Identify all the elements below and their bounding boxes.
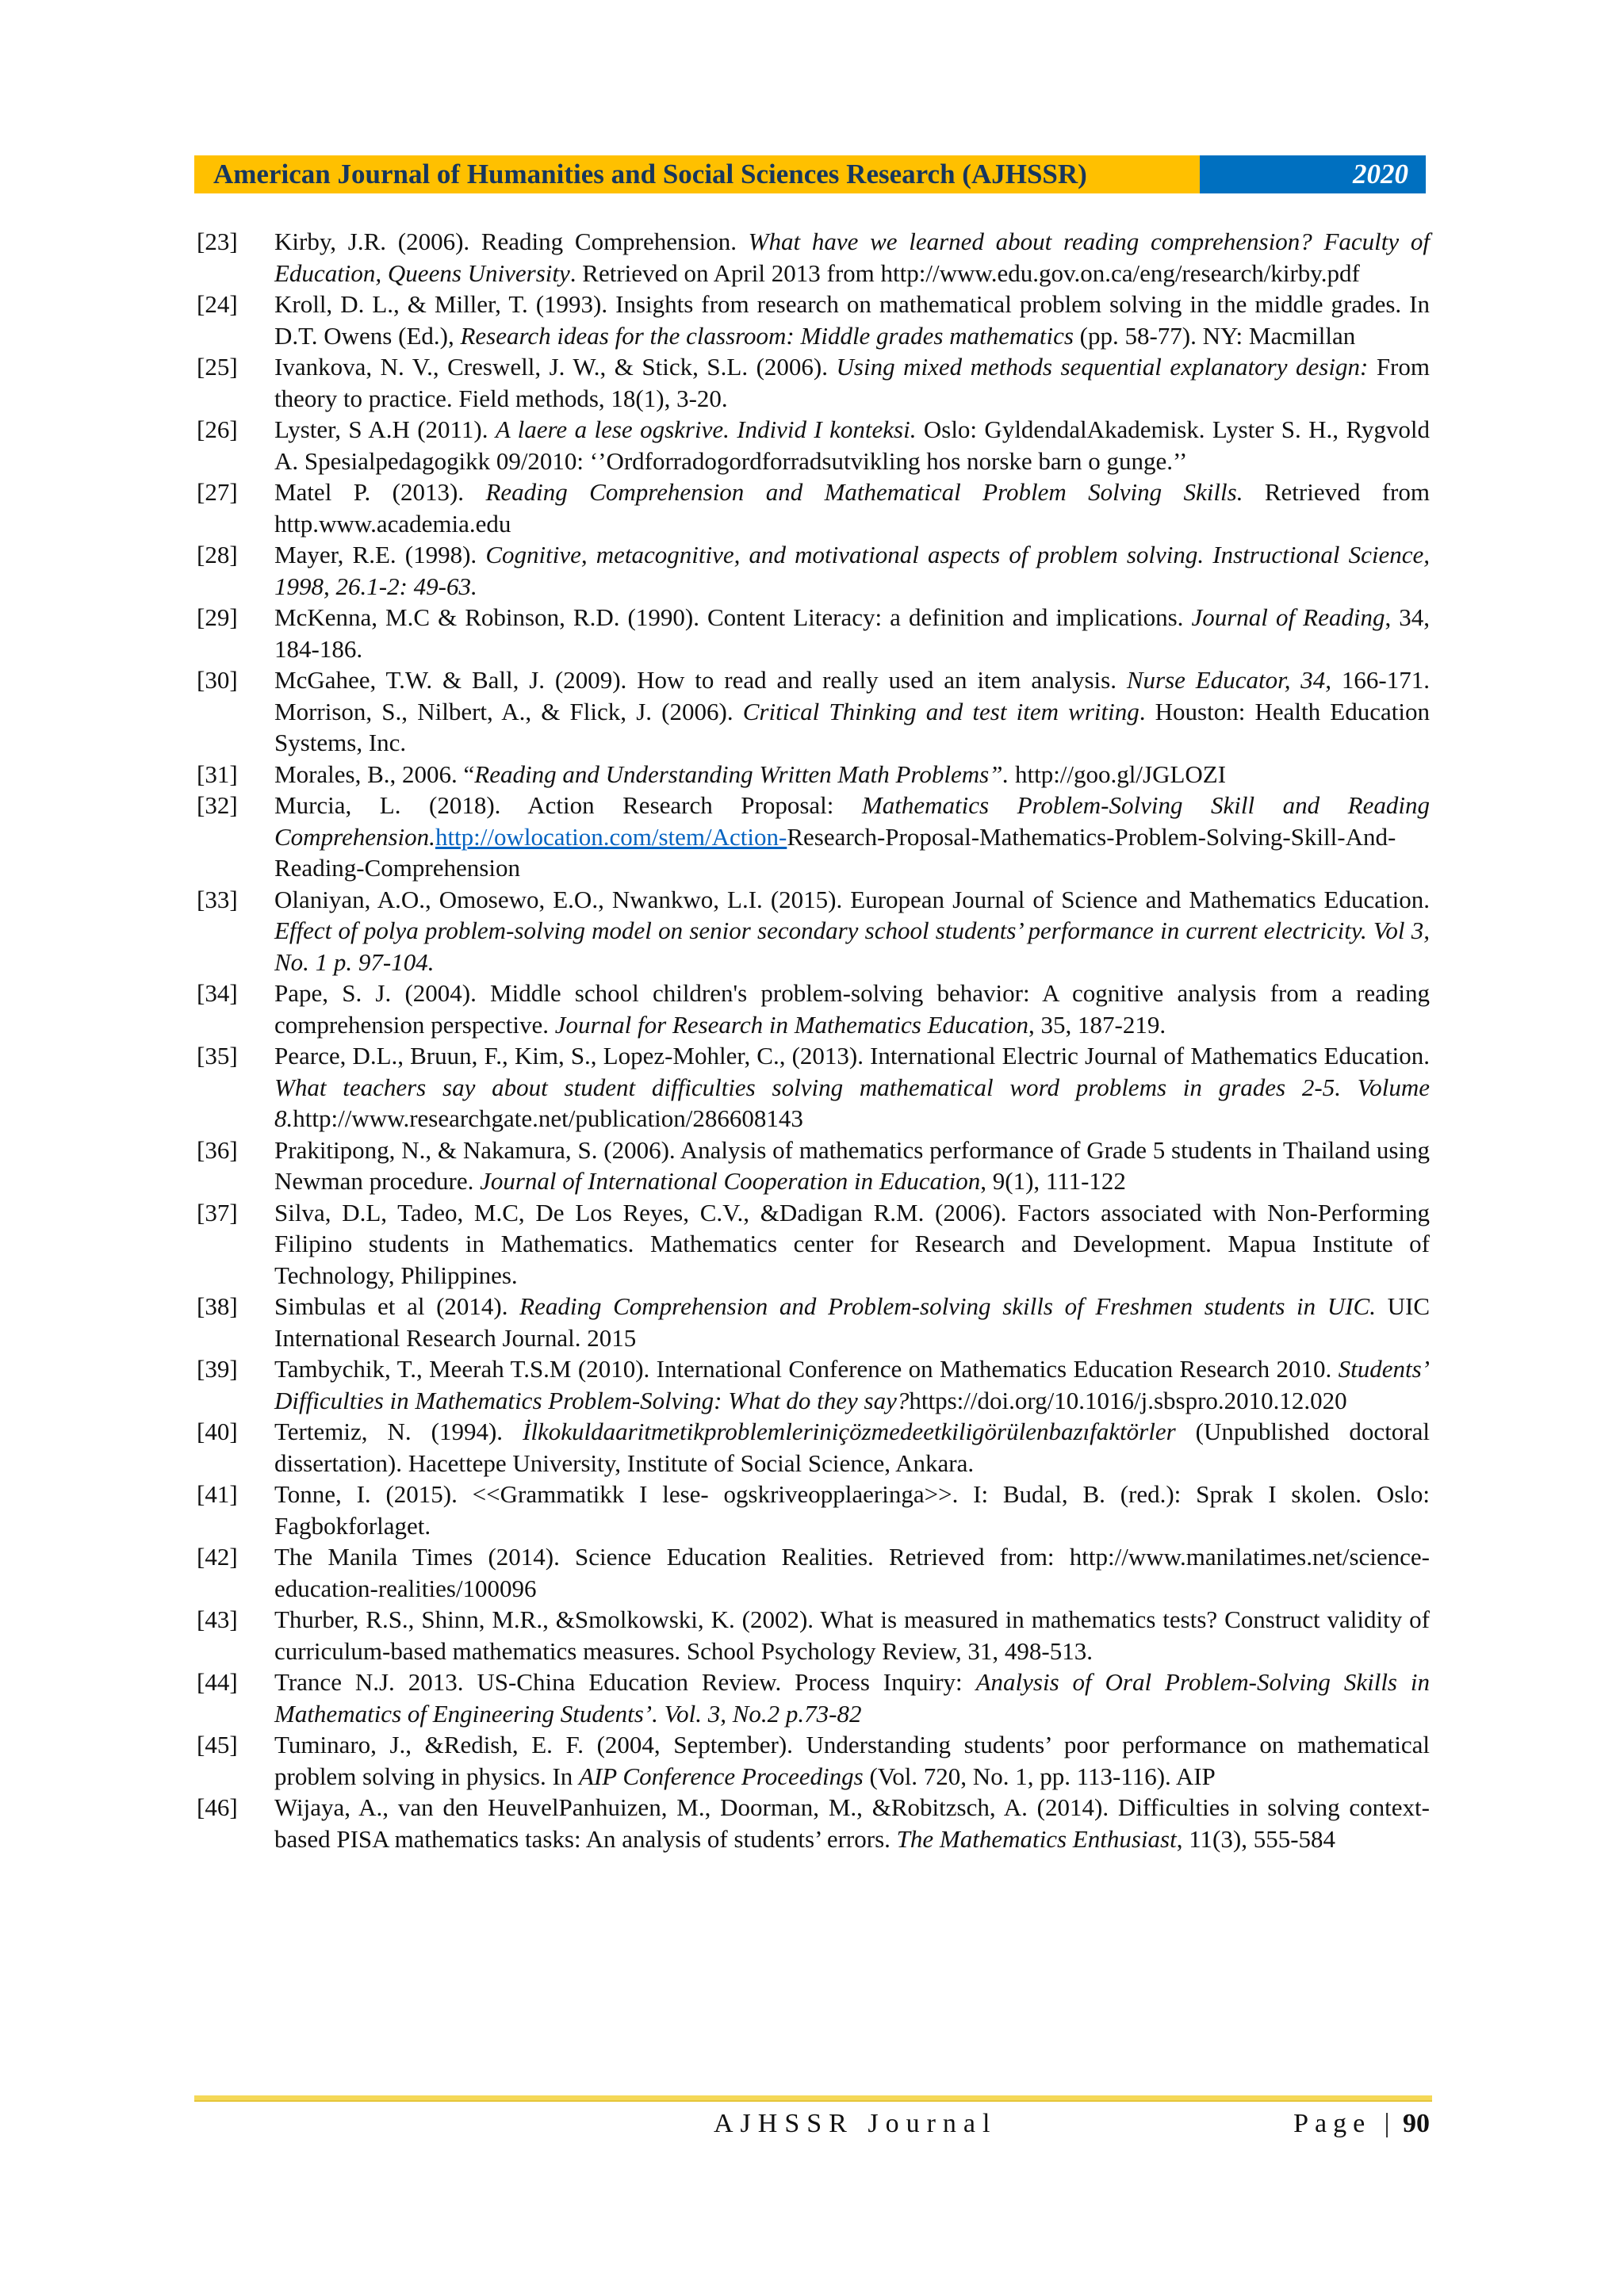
reference-text (274, 1479, 1430, 1541)
reference-italic-segment: A laere a lese ogskrive. Individ I konteksi. (495, 415, 917, 443)
reference-item (197, 1667, 1430, 1729)
reference-segment: Morales, B., 2006. “ (274, 760, 475, 788)
reference-segment: . Houston: Health Education Systems, Inc. (274, 697, 1430, 756)
reference-segment: http://goo.gl/JGLOZI (1009, 760, 1227, 788)
reference-text (274, 602, 1430, 664)
reference-list (197, 226, 1430, 1854)
running-header (194, 155, 1426, 193)
reference-number: [26] (197, 415, 238, 443)
reference-italic-segment: Journal of International Cooperation in Education (480, 1167, 981, 1195)
reference-italic-segment: İlkokuldaaritmetikproblemleriniçözmedeetkiligörülenbazıfaktörler (523, 1418, 1176, 1445)
reference-segment: (Unpublished doctoral dissertation). Hacettepe University, Institute of Social Science, Ankara. (274, 1418, 1431, 1477)
reference-number: [34] (197, 979, 238, 1007)
reference-number: [43] (197, 1605, 238, 1633)
reference-number: [44] (197, 1668, 238, 1696)
reference-number: [41] (197, 1480, 238, 1508)
reference-item (197, 790, 1430, 884)
reference-number: [27] (197, 478, 238, 506)
reference-text (274, 1040, 1430, 1135)
reference-segment: Tuminaro, J., &Redish, E. F. (2004, September). Understanding students’ poor performance on mathematical problem solving in physics. In (274, 1731, 1430, 1790)
page-label: Page | (1293, 2109, 1396, 2138)
reference-item (197, 602, 1430, 664)
reference-segment: Simbulas et al (2014). (274, 1292, 520, 1320)
reference-number: [23] (197, 228, 238, 255)
reference-item (197, 539, 1430, 602)
reference-italic-segment: Analysis of Oral Problem-Solving Skills in Mathematics of Engineering Students’. Vol. 3, No.2 p.73-82 (274, 1668, 1431, 1728)
reference-number: [24] (197, 290, 238, 318)
reference-italic-segment: AIP Conference Proceedings (579, 1762, 864, 1790)
reference-number: [45] (197, 1731, 238, 1758)
reference-text (274, 289, 1430, 351)
reference-number: [46] (197, 1793, 238, 1821)
reference-item (197, 414, 1430, 476)
reference-segment: Pearce, D.L., Bruun, F., Kim, S., Lopez-Mohler, C., (2013). International Electric Journal of Mathematics Education. (274, 1042, 1430, 1070)
reference-number: [39] (197, 1355, 238, 1383)
reference-item (197, 1479, 1430, 1541)
reference-segment: Thurber, R.S., Shinn, M.R., &Smolkowski, K. (2002). What is measured in mathematics tests? Construct validity of curriculum-based mathematics measures. School Psychology Review, 31, 498-513. (274, 1605, 1430, 1665)
reference-number: [35] (197, 1042, 238, 1070)
reference-segment: Silva, D.L, Tadeo, M.C, De Los Reyes, C.V., &Dadigan R.M. (2006). Factors associated with Non-Performing Filipino students in Mathematics. Mathematics center for Research and Development. Mapua Institute of Technology, Philippines. (274, 1198, 1430, 1289)
reference-segment: From theory to practice. Field methods, 18(1), 3-20. (274, 353, 1430, 412)
reference-segment: (Vol. 720, No. 1, pp. 113-116). AIP (863, 1762, 1216, 1790)
reference-number: [33] (197, 885, 238, 913)
reference-number: [32] (197, 791, 238, 819)
reference-link[interactable]: http://owlocation.com/stem/Action- (435, 822, 787, 851)
reference-segment: UIC International Research Journal. 2015 (274, 1292, 1431, 1352)
reference-italic-segment: Reading Comprehension and Problem-solving skills of Freshmen students in UIC. (519, 1292, 1376, 1320)
reference-segment: , 11(3), 555-584 (1176, 1824, 1336, 1853)
page-number: 90 (1403, 2109, 1430, 2138)
reference-segment: , 9(1), 111-122 (980, 1167, 1126, 1195)
reference-segment: http://www.researchgate.net/publication/286608143 (293, 1104, 803, 1132)
reference-text (274, 1667, 1430, 1729)
reference-text (274, 539, 1430, 602)
reference-item (197, 1197, 1430, 1292)
reference-number: [36] (197, 1135, 238, 1164)
reference-segment: Mayer, R.E. (1998). (274, 541, 486, 568)
reference-text (274, 664, 1430, 759)
reference-segment: Oslo: GyldendalAkademisk. Lyster S. H., Rygvold A. Spesialpedagogikk 09/2010: ‘’Ordforradogordforradsutvikling hos norske barn o gunge.’’ (274, 415, 1430, 475)
reference-italic-segment: Reading Comprehension and Mathematical Problem Solving Skills. (485, 478, 1243, 506)
reference-text (274, 759, 1430, 790)
reference-segment: Kirby, J.R. (2006). Reading Comprehension. (274, 228, 749, 255)
reference-text (274, 1135, 1430, 1197)
reference-item (197, 1792, 1430, 1854)
reference-text (274, 978, 1430, 1040)
reference-segment: Research-Proposal-Mathematics-Problem-Solving-Skill-And-Reading-Comprehension (274, 822, 1396, 882)
reference-segment: Matel P. (2013). (274, 478, 486, 506)
reference-italic-segment: Nurse Educator, 34, (1126, 666, 1332, 694)
reference-italic-segment: Students’ Difficulties in Mathematics Problem-Solving: What do they say? (274, 1355, 1430, 1414)
reference-item (197, 351, 1430, 414)
reference-number: [25] (197, 353, 238, 381)
footer-page-number (1293, 2109, 1430, 2139)
reference-segment: Retrieved from http.www.academia.edu (274, 478, 1430, 538)
reference-italic-segment: Effect of polya problem-solving model on senior secondary school students’ performance in current electricity. Vol 3, No. 1 p. 97-104. (274, 916, 1430, 976)
reference-segment: McGahee, T.W. & Ball, J. (2009). How to read and really used an item analysis. (274, 666, 1127, 694)
reference-text (274, 1353, 1430, 1416)
reference-number: [29] (197, 603, 238, 631)
reference-item (197, 759, 1430, 790)
reference-text (274, 476, 1430, 539)
reference-item (197, 226, 1430, 289)
header-year: 2020 (1200, 155, 1426, 193)
reference-segment: (pp. 58-77). NY: Macmillan (1073, 321, 1356, 350)
reference-segment: Wijaya, A., van den HeuvelPanhuizen, M., Doorman, M., &Robitzsch, A. (2014). Difficulties in solving context-based PISA mathematics tasks: An analysis of students’ errors. (274, 1793, 1430, 1853)
reference-number: [30] (197, 666, 238, 694)
footer-rule (194, 2095, 1432, 2102)
reference-text (274, 226, 1430, 289)
reference-segment: Tertemiz, N. (1994). (274, 1418, 523, 1445)
reference-segment: Tambychik, T., Meerah T.S.M (2010). International Conference on Mathematics Education Research 2010. (274, 1355, 1339, 1383)
reference-text (274, 884, 1430, 978)
reference-text (274, 351, 1430, 414)
reference-segment: Olaniyan, A.O., Omosewo, E.O., Nwankwo, L.I. (2015). European Journal of Science and Mathematics Education. (274, 885, 1430, 913)
reference-text (274, 1197, 1430, 1292)
reference-italic-segment: Mathematics Problem-Solving Skill and Reading Comprehension. (274, 791, 1430, 851)
reference-number: [38] (197, 1292, 238, 1320)
reference-segment: The Manila Times (2014). Science Education Realities. Retrieved from: http://www.manilatimes.net/science-education-realities/100096 (274, 1543, 1430, 1602)
reference-item (197, 978, 1430, 1040)
reference-italic-segment: Journal of Reading (1191, 603, 1385, 631)
reference-italic-segment: What teachers say about student difficulties solving mathematical word problems in grades 2-5. Volume 8. (274, 1073, 1430, 1132)
reference-item (197, 1353, 1430, 1416)
reference-segment: Kroll, D. L., & Miller, T. (1993). Insights from research on mathematical problem solving in the middle grades. In D.T. Owens (Ed.), (274, 290, 1430, 350)
reference-italic-segment: Cognitive, metacognitive, and motivational aspects of problem solving. Instructional Science, 1998, 26.1-2: 49-63. (274, 541, 1430, 600)
reference-item (197, 664, 1430, 759)
reference-italic-segment: Critical Thinking and test item writing (742, 697, 1139, 725)
reference-text (274, 1792, 1430, 1854)
reference-text (274, 1604, 1430, 1667)
reference-item (197, 1040, 1430, 1135)
reference-text (274, 1291, 1430, 1353)
reference-number: [28] (197, 541, 238, 568)
reference-italic-segment: What have we learned about reading comprehension? Faculty of Education, Queens University (274, 228, 1430, 287)
reference-segment: 166-171. Morrison, S., Nilbert, A., & Flick, J. (2006). (274, 666, 1431, 725)
reference-italic-segment: Journal for Research in Mathematics Education (554, 1010, 1029, 1039)
reference-segment: Lyster, S A.H (2011). (274, 415, 496, 443)
reference-segment: Prakitipong, N., & Nakamura, S. (2006). Analysis of mathematics performance of Grade 5 students in Thailand using Newman procedure. (274, 1135, 1430, 1195)
reference-item (197, 884, 1430, 978)
reference-item (197, 1135, 1430, 1197)
reference-italic-segment: The Mathematics Enthusiast (896, 1824, 1177, 1853)
reference-item (197, 289, 1430, 351)
reference-segment: Tonne, I. (2015). <<Grammatikk I lese- ogskriveopplaeringa>>. I: Budal, B. (red.): Sprak I skolen. Oslo: Fagbokforlaget. (274, 1480, 1430, 1540)
reference-italic-segment: Using mixed methods sequential explanatory design: (836, 353, 1369, 381)
reference-text (274, 1729, 1430, 1792)
reference-segment: Pape, S. J. (2004). Middle school children's problem-solving behavior: A cognitive analysis from a reading comprehension perspective. (274, 979, 1430, 1039)
reference-segment: , 34, 184-186. (274, 603, 1431, 663)
reference-item (197, 1729, 1430, 1792)
reference-text (274, 790, 1430, 884)
reference-segment: https://doi.org/10.1016/j.sbspro.2010.12.020 (909, 1386, 1347, 1414)
reference-text (274, 1541, 1430, 1604)
reference-segment: Ivankova, N. V., Creswell, J. W., & Stick, S.L. (2006). (274, 353, 837, 381)
reference-number: [37] (197, 1198, 238, 1226)
reference-segment: , 35, 187-219. (1028, 1010, 1166, 1039)
journal-title: American Journal of Humanities and Social Sciences Research (AJHSSR) (194, 155, 1200, 193)
reference-segment: Trance N.J. 2013. US-China Education Review. Process Inquiry: (274, 1668, 976, 1696)
reference-item (197, 1291, 1430, 1353)
reference-item (197, 1541, 1430, 1604)
reference-item (197, 1416, 1430, 1479)
reference-number: [42] (197, 1543, 238, 1571)
reference-text (274, 414, 1430, 476)
reference-item (197, 1604, 1430, 1667)
reference-text (274, 1416, 1430, 1479)
reference-segment: Murcia, L. (2018). Action Research Proposal: (274, 791, 862, 819)
footer-journal-name: AJHSSR Journal (714, 2109, 998, 2138)
reference-italic-segment: Reading and Understanding Written Math Problems”. (474, 760, 1009, 788)
reference-number: [40] (197, 1418, 238, 1445)
reference-segment: . Retrieved on April 2013 from http://www.edu.gov.on.ca/eng/research/kirby.pdf (569, 258, 1360, 287)
reference-segment: McKenna, M.C & Robinson, R.D. (1990). Content Literacy: a definition and implications. (274, 603, 1192, 631)
reference-item (197, 476, 1430, 539)
reference-number: [31] (197, 760, 238, 788)
reference-italic-segment: Research ideas for the classroom: Middle grades mathematics (460, 321, 1074, 350)
